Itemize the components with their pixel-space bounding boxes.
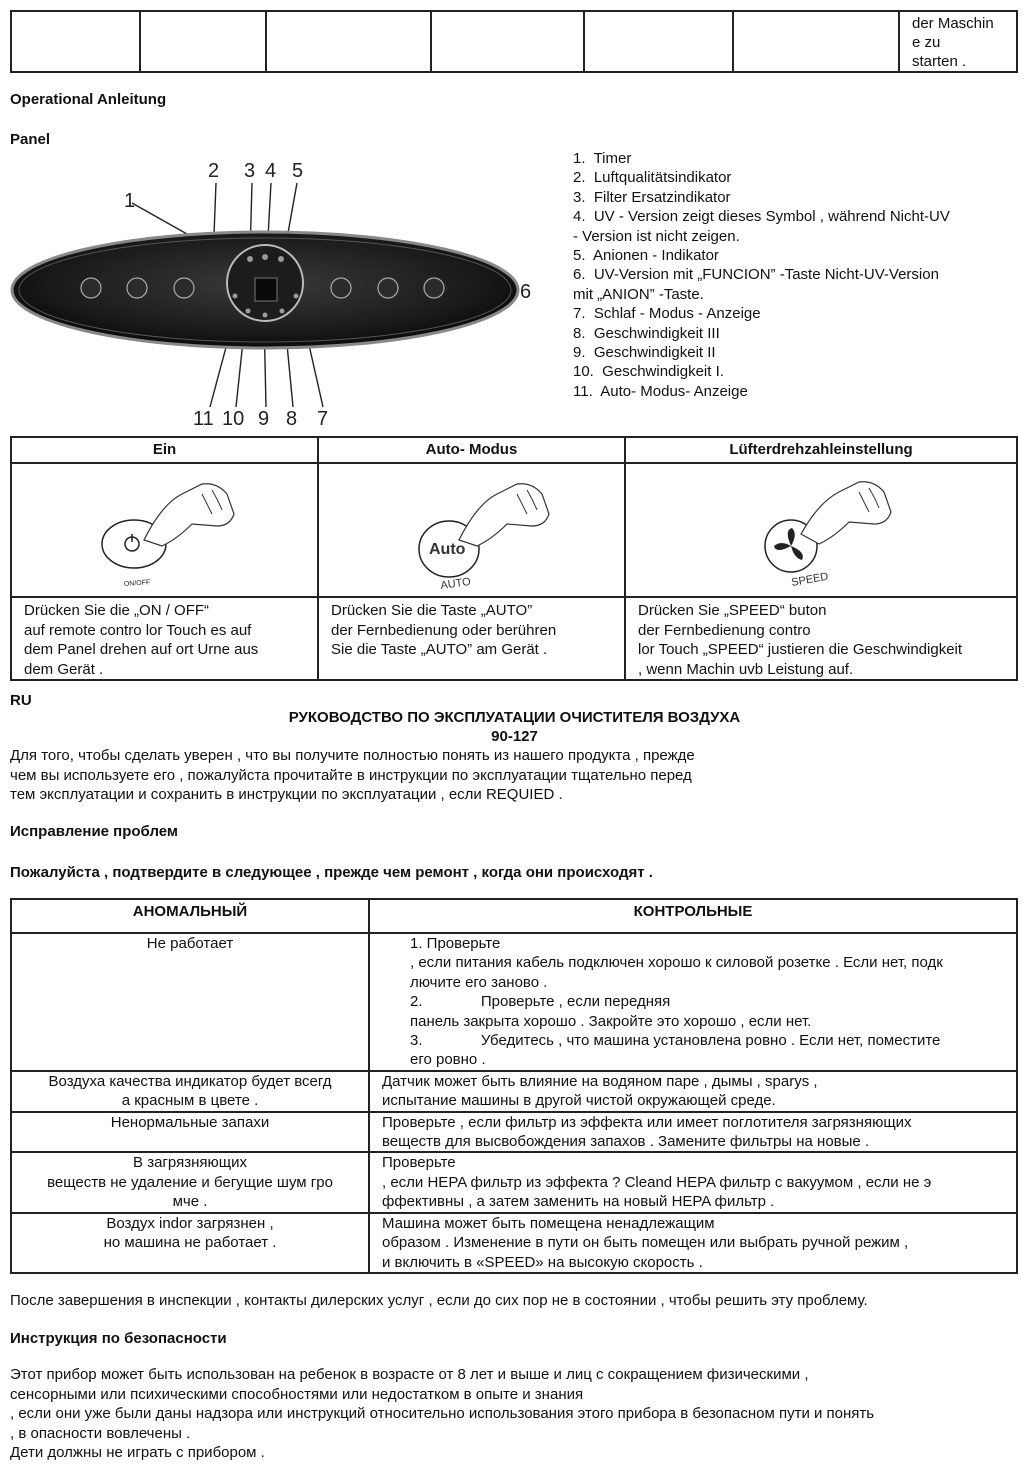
callout-number: 7 [317,408,329,430]
text-line: , если они уже были даны надзора или инструкций относительно использования этого прибора в безопасном пути и понять [10,1405,875,1422]
cell-line: e zu [912,34,941,51]
text-line: 1. Проверьте [410,935,501,952]
check-cell [369,1213,1017,1273]
description-cell [11,597,318,680]
table-cell [584,11,733,72]
text-line: его ровно . [410,1051,486,1069]
table-cell [140,11,266,72]
text-line: auf remote contro lor Touch es auf [24,621,252,639]
illustration-cell [11,463,318,597]
panel-items-list [573,149,1013,401]
text-line: Воздуха качества индикатор будет всегд [48,1072,332,1090]
icon-caption: AUTO [439,575,472,592]
hand-icon [144,484,234,546]
table-row [11,1213,1017,1273]
timer-button-icon[interactable] [378,278,398,298]
text-line: dem Panel drehen auf ort Urne aus [24,641,259,658]
text-line: сенсорными или психическими способностями или недостатком в опыте и знания [10,1385,584,1403]
text-line: В загрязняющих [133,1154,247,1172]
button-usage-table [10,436,1018,681]
text-line: , если питания кабель подключен хорошо к силовой розетке . Если нет, подк [410,954,943,972]
icon-caption: SPEED [790,570,830,589]
intro-paragraph [10,746,1010,805]
text-line: Этот прибор может быть использован на ребенок в возрасте от 8 лет и выше и лиц с сокращением физическими , [10,1366,809,1383]
text-line: Проверьте [382,1154,456,1172]
text-line: Для того, чтобы сделать уверен , что вы получите полностью понять из нашего продукта , прежде [10,747,695,764]
model-number: 90-127 [491,728,538,745]
cell-line: der Maschin [912,15,994,32]
text-line: испытание машины в другой чистой окружающей среде. [382,1092,776,1110]
column-header: АНОМАЛЬНЫЙ [11,899,369,933]
list-item: 10. Geschwindigkeit I. [573,363,724,381]
press-speed-illustration [626,464,1016,592]
check-cell [369,1071,1017,1112]
symptom-cell [11,1112,369,1153]
callout-number: 8 [286,408,298,430]
list-item: 5. Anionen - Indikator [573,247,719,265]
illustration-cell [318,463,625,597]
table-cell [266,11,431,72]
list-item: 4. UV - Version zeigt dieses Symbol , während Nicht-UV [573,208,950,226]
text-line: Drücken Sie die „ON / OFF“ [24,602,210,619]
troubleshooting-table [10,898,1018,1274]
column-header: Lüfterdrehzahleinstellung [625,437,1017,463]
text-line: Drücken Sie die Taste „AUTO” [331,602,533,619]
text-line: lor Touch „SPEED“ justieren die Geschwindigkeit [638,641,963,658]
list-item: 6. UV-Version mit „FUNCION” -Taste Nicht-UV-Version [573,266,939,284]
press-power-illustration [12,464,316,592]
text-line: dem Gerät . [24,660,104,678]
symptom-cell [11,1071,369,1112]
troubleshooting-heading: Исправление проблем [10,823,179,840]
hand-icon [459,484,549,546]
list-item: 7. Schlaf - Modus - Anzeige [573,305,761,323]
text-line: Воздух indor загрязнен , [106,1214,274,1232]
text-line: Sie die Taste „AUTO” am Gerät . [331,641,548,658]
callout-number: 3 [244,160,256,182]
after-check-paragraph: После завершения в инспекции , контакты дилерских услуг , если до сих пор не в состоянии , чтобы решить эту проблему. [10,1292,868,1309]
panel-label: Panel [10,131,51,148]
callout-number: 10 [222,408,245,430]
hand-icon [801,482,891,544]
list-item: - Version ist nicht zeigen. [573,227,740,245]
text-line: Проверьте , если фильтр из эффекта или имеет поглотителя загрязняющих [382,1113,912,1131]
callout-number: 6 [520,281,532,303]
list-item: 3. Filter Ersatzindikator [573,188,731,206]
text-line: Не работает [146,935,234,952]
text-line: а красным в цвете . [121,1092,259,1110]
table-row [11,1071,1017,1112]
text-line: и включить в «SPEED» на высокую скорость . [382,1253,703,1271]
text-line: , в опасности вовлечены . [10,1424,191,1442]
safety-paragraph [10,1365,1020,1463]
text-line: чем вы используете его , пожалуйста прочитайте в инструкции по эксплуатации тщательно перед [10,766,692,784]
text-line: Drücken Sie „SPEED“ buton [638,602,827,619]
text-line: , если HEPA фильтр из эффекта ? Cleand HEPA фильтр с вакуумом , если не э [382,1173,932,1191]
document-title: РУКОВОДСТВО ПО ЭКСПЛУАТАЦИИ ОЧИСТИТЕЛЯ ВОЗДУХА [288,709,741,726]
text-line: ффективны , а затем заменить на новый HEPA фильтр . [382,1193,775,1211]
column-header: КОНТРОЛЬНЫЕ [369,899,1017,933]
description-cell [318,597,625,680]
callout-number: 9 [258,408,270,430]
text-line: лючите его заново . [410,973,548,991]
text-line: веществ для высвобождения запахов . Замените фильтры на новые . [382,1133,870,1151]
table-cell [733,11,899,72]
control-panel-diagram [10,155,550,433]
text-line: образом . Изменение в пути он быть помещен или выбрать ручной режим , [382,1234,909,1252]
text-line: der Fernbedienung oder berühren [331,621,557,639]
table-cell [11,11,140,72]
safety-heading: Инструкция по безопасности [10,1330,227,1347]
table-row [11,933,1017,1071]
list-item: 1. Timer [573,150,632,167]
text-line: , wenn Machin uvb Leistung auf. [638,660,854,678]
troubleshooting-subheading: Пожалуйста , подтвердите в следующее , прежде чем ремонт , когда они происходят . [10,864,653,881]
symptom-cell [11,933,369,1071]
top-table-fragment [10,10,1018,73]
callout-number: 1 [124,190,136,212]
check-cell [369,933,1017,1071]
text-line: der Fernbedienung contro [638,621,811,639]
table-row [11,1152,1017,1212]
symptom-cell [11,1152,369,1212]
text-line: 3. Убедитесь , что машина установлена ровно . Если нет, поместите [410,1032,941,1050]
list-item: 8. Geschwindigkeit III [573,324,720,342]
table-cell [431,11,584,72]
icon-caption: ON/OFF [123,579,151,588]
power-button-icon[interactable] [81,278,101,298]
language-label: RU [10,692,32,709]
auto-key-label: Auto [429,541,466,558]
callout-number: 5 [292,160,304,182]
text-line: но машина не работает . [103,1234,277,1252]
callout-number: 11 [193,408,214,430]
auto-button-icon[interactable] [127,278,147,298]
function-button-icon[interactable] [424,278,444,298]
check-cell [369,1112,1017,1153]
list-item: mit „ANION” -Taste. [573,285,704,303]
section-heading-operational: Operational Anleitung [10,91,167,108]
symptom-cell [11,1213,369,1273]
fan-icon [774,528,803,560]
list-item: 11. Auto- Modus- Anzeige [573,382,748,400]
list-item: 9. Geschwindigkeit II [573,344,716,362]
column-header: Ein [11,437,318,463]
text-line: 2. Проверьте , если передняя [410,993,671,1011]
description-cell [625,597,1017,680]
speed-button-icon[interactable] [174,278,194,298]
display-screen [255,278,277,301]
press-auto-illustration [319,464,623,592]
callout-number: 2 [208,160,220,182]
text-line: Ненормальные запахи [110,1113,270,1131]
check-cell [369,1152,1017,1212]
sleep-button-icon[interactable] [331,278,351,298]
column-header: Auto- Modus [318,437,625,463]
table-row [11,1112,1017,1153]
table-cell-last [899,11,1017,72]
callout-number: 4 [265,160,277,182]
text-line: Датчик может быть влияние на водяном паре , дымы , sparys , [382,1072,818,1090]
text-line: панель закрыта хорошо . Закройте это хорошо , если нет. [410,1012,812,1030]
text-line: Дети должны не играть с прибором . [10,1444,265,1461]
cell-line: starten . [912,53,967,70]
text-line: веществ не удаление и бегущие шум гро [47,1173,333,1191]
text-line: Машина может быть помещена ненадлежащим [382,1214,715,1232]
list-item: 2. Luftqualitätsindikator [573,169,732,187]
text-line: мче . [172,1193,208,1211]
illustration-cell [625,463,1017,597]
text-line: тем эксплуатации и сохранить в инструкции по эксплуатации , если REQUIED . [10,786,563,803]
